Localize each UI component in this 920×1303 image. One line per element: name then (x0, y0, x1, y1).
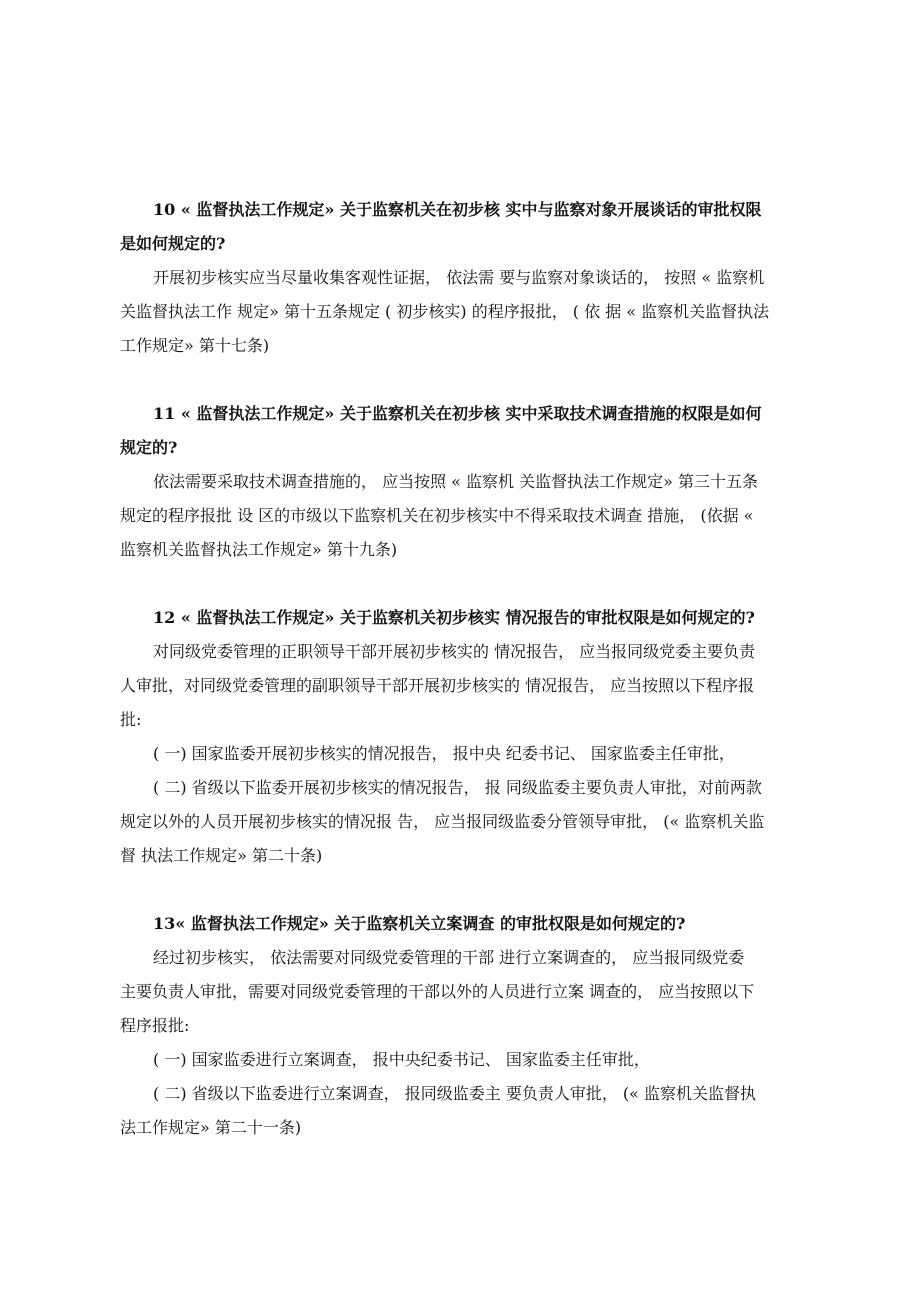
question-11-heading-line-1: 11 « 监督执法工作规定» 关于监察机关在初步核 实中采取技术调查措施的权限是如何 (153, 404, 762, 423)
answer-12-item-2-line-1: ( 二) 省级以下监委开展初步核实的情况报告， 报 同级监委主要负责人审批，对前两款 (153, 778, 762, 797)
answer-13-line-1: 经过初步核实， 依法需要对同级党委管理的干部 进行立案调查的， 应当报同级党委 (153, 948, 745, 967)
answer-11-line-3: 监察机关监督执法工作规定» 第十九条) (120, 540, 398, 559)
answer-11-line-2: 规定的程序报批 设 区的市级以下监察机关在初步核实中不得采取技术调查 措施， (依据 « (120, 506, 754, 525)
answer-10-line-1: 开展初步核实应当尽量收集客观性证据， 依法需 要与监察对象谈话的， 按照 « 监察机 (153, 268, 765, 287)
answer-12-item-2-line-3: 督 执法工作规定» 第二十条) (120, 846, 323, 865)
question-10-heading-line-2: 是如何规定的? (120, 234, 226, 253)
answer-12-line-3: 批: (120, 710, 142, 729)
question-10-heading-line-1: 10 « 监督执法工作规定» 关于监察机关在初步核 实中与监察对象开展谈话的审批权限 (153, 200, 762, 219)
answer-13-item-2-line-1: ( 二) 省级以下监委进行立案调查， 报同级监委主 要负责人审批， (« 监察机关监督执 (153, 1084, 757, 1103)
question-13-heading-line-1: 13« 监督执法工作规定» 关于监察机关立案调查 的审批权限是如何规定的? (153, 914, 686, 933)
answer-10-line-2: 关监督执法工作 规定» 第十五条规定 ( 初步核实) 的程序报批， ( 依 据 « 监察机关监督执法 (120, 302, 770, 321)
question-11-heading-line-2: 规定的? (120, 438, 178, 457)
answer-12-line-1: 对同级党委管理的正职领导干部开展初步核实的 情况报告， 应当报同级党委主要负责 (153, 642, 756, 661)
answer-13-item-1: ( 一) 国家监委进行立案调查， 报中央纪委书记、 国家监委主任审批， (153, 1050, 650, 1069)
answer-12-line-2: 人审批，对同级党委管理的副职领导干部开展初步核实的 情况报告， 应当按照以下程序报 (120, 676, 755, 695)
answer-12-item-2-line-2: 规定以外的人员开展初步核实的情况报 告， 应当报同级监委分管领导审批， (« 监察机关监 (120, 812, 765, 831)
answer-12-item-1: ( 一) 国家监委开展初步核实的情况报告， 报中央 纪委书记、 国家监委主任审批， (153, 744, 735, 763)
answer-11-line-1: 依法需要采取技术调查措施的， 应当按照 « 监察机 关监督执法工作规定» 第三十五条 (153, 472, 759, 491)
question-12-heading-line-1: 12 « 监督执法工作规定» 关于监察机关初步核实 情况报告的审批权限是如何规定的? (153, 608, 755, 627)
answer-10-line-3: 工作规定» 第十七条) (120, 336, 270, 355)
answer-13-line-2: 主要负责人审批，需要对同级党委管理的干部以外的人员进行立案 调查的， 应当按照以下 (120, 982, 755, 1001)
answer-13-line-3: 程序报批: (120, 1016, 190, 1035)
answer-13-item-2-line-2: 法工作规定» 第二十一条) (120, 1118, 302, 1137)
